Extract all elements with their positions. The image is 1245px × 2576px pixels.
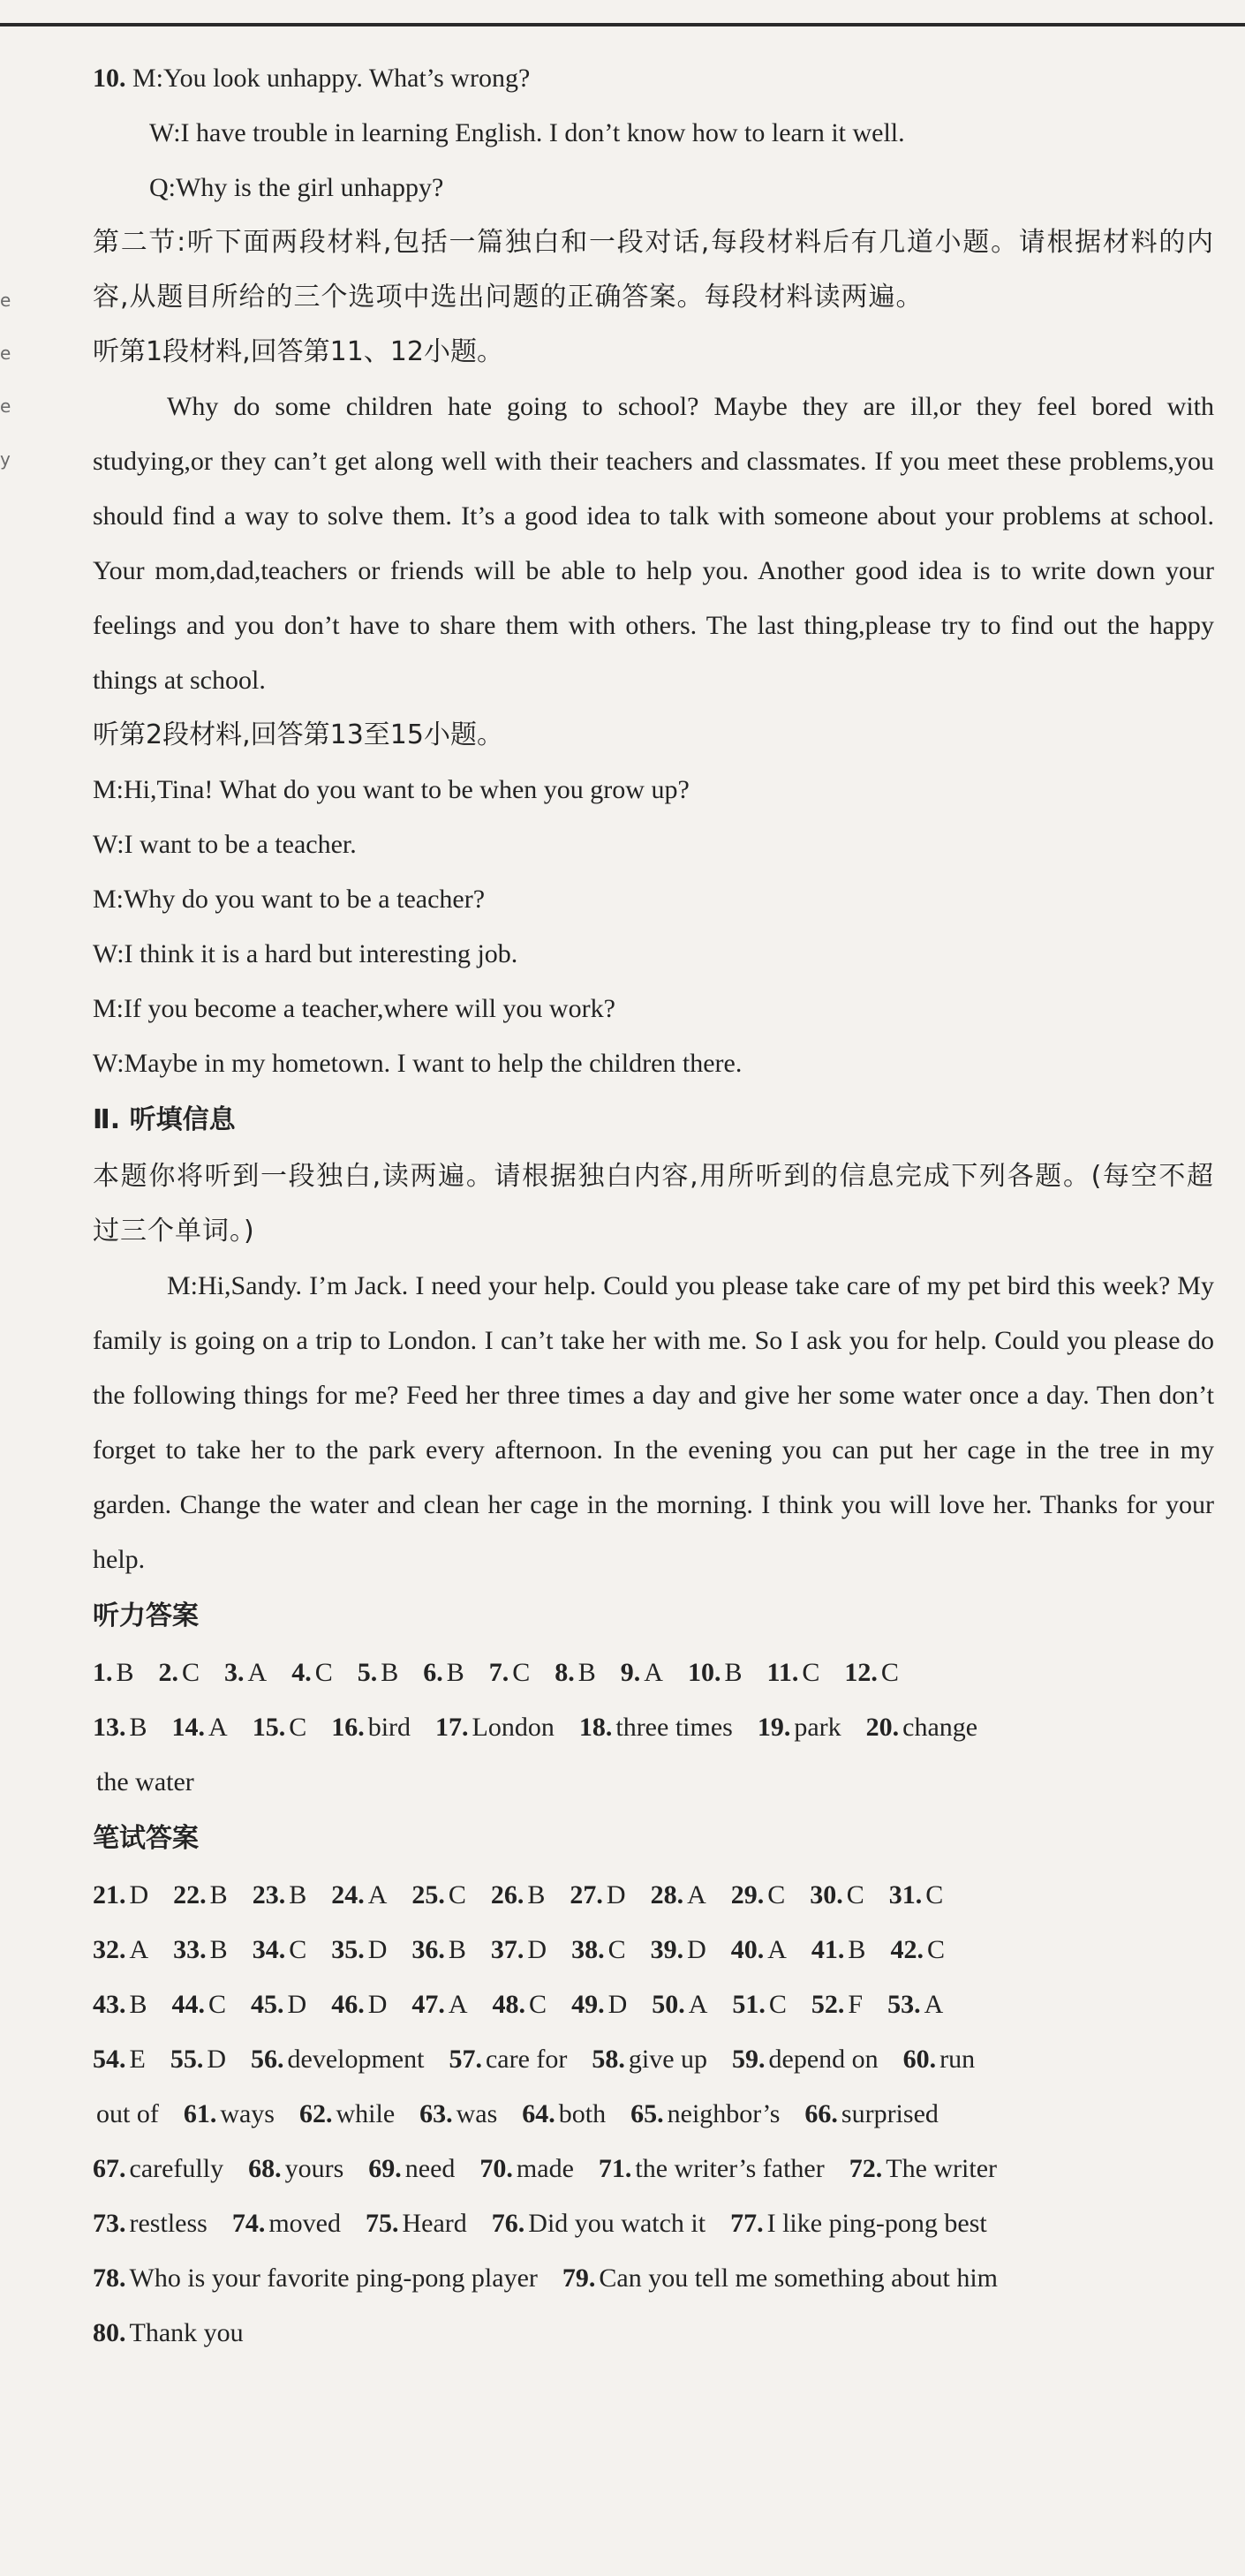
answer-number: 37. bbox=[490, 1935, 524, 1964]
answer-number: 34. bbox=[252, 1935, 286, 1964]
answer-value: A bbox=[687, 1880, 706, 1909]
answer-number: 71. bbox=[598, 2154, 632, 2183]
answer-item bbox=[232, 2196, 341, 2251]
answer-item bbox=[93, 2196, 208, 2251]
answer-item bbox=[93, 1646, 134, 1700]
answer-value: was bbox=[456, 2099, 498, 2128]
answer-value: E bbox=[129, 2045, 146, 2074]
passage1-title: 听第1段材料,回答第11、12小题。 bbox=[93, 336, 503, 367]
answer-number: 15. bbox=[252, 1713, 286, 1742]
answer-value: D bbox=[606, 1880, 626, 1909]
answer-item bbox=[331, 1700, 411, 1755]
answer-number: 69. bbox=[368, 2154, 402, 2183]
answer-number: 78. bbox=[93, 2263, 126, 2293]
answer-number: 59. bbox=[732, 2045, 766, 2074]
answer-number: 30. bbox=[810, 1880, 843, 1909]
answer-value: Thank you bbox=[129, 2318, 244, 2347]
answer-item bbox=[889, 1868, 944, 1923]
answer-value: development bbox=[287, 2045, 425, 2074]
answer-item bbox=[522, 2087, 606, 2142]
answer-number: 26. bbox=[490, 1880, 524, 1909]
answer-row bbox=[93, 1923, 1214, 1977]
answer-number: 61. bbox=[183, 2099, 217, 2128]
answer-number: 74. bbox=[231, 2209, 266, 2238]
answer-number: 70. bbox=[479, 2154, 513, 2183]
answer-value: B bbox=[577, 1658, 596, 1687]
answer-number: 27. bbox=[570, 1880, 603, 1909]
answer-row bbox=[93, 2251, 1214, 2306]
answer-value: D bbox=[527, 1935, 547, 1964]
answer-number: 3. bbox=[224, 1658, 245, 1687]
answer-value: Can you tell me something about him bbox=[599, 2263, 999, 2293]
answer-item bbox=[251, 2032, 424, 2087]
answer-item bbox=[184, 2087, 275, 2142]
answer-number: 40. bbox=[730, 1935, 765, 1964]
answer-number: 32. bbox=[93, 1935, 126, 1964]
answer-value: made bbox=[516, 2154, 574, 2183]
answer-row bbox=[93, 1755, 1214, 1810]
answer-value: C bbox=[802, 1658, 820, 1687]
answer-value: C bbox=[182, 1658, 200, 1687]
answer-item bbox=[435, 1700, 555, 1755]
margin-letter: e bbox=[0, 290, 11, 311]
answer-number: 55. bbox=[170, 2045, 204, 2074]
answer-value: C bbox=[314, 1658, 333, 1687]
answer-number: 25. bbox=[411, 1880, 445, 1909]
answer-item bbox=[730, 2196, 987, 2251]
answer-value: three times bbox=[615, 1713, 733, 1742]
answer-item bbox=[93, 2306, 244, 2361]
answer-item bbox=[766, 1646, 819, 1700]
answer-number: 58. bbox=[592, 2045, 625, 2074]
answer-item bbox=[93, 1868, 148, 1923]
listening-answers bbox=[93, 1646, 1214, 1810]
answer-item bbox=[93, 1923, 148, 1977]
answer-value: D bbox=[129, 1880, 149, 1909]
answer-number: 1. bbox=[93, 1658, 113, 1687]
answer-number: 49. bbox=[571, 1990, 605, 2019]
answer-number: 80. bbox=[93, 2318, 126, 2347]
answer-value: carefully bbox=[129, 2154, 224, 2183]
answer-value: C bbox=[767, 1880, 786, 1909]
monologue-text: M:Hi,Sandy. I’m Jack. I need your help. Could you please take care of my pet bird this week? My family is going on a trip to London. I can’t take her with me. So I ask you for help. Could you please do the following things for me? Feed her three times a day and give her some water once a day. Then don’t forget to take her to the park every afternoon. In the evening you can put her cage in the tree in my garden. Change the water and clean her cage in the morning. I think you will love her. Thanks for your help. bbox=[93, 1271, 1214, 1574]
top-rule bbox=[0, 23, 1245, 26]
answer-number: 13. bbox=[93, 1713, 126, 1742]
answer-number: 43. bbox=[93, 1990, 126, 2019]
answer-item bbox=[849, 2142, 997, 2196]
margin-letter: e bbox=[0, 395, 11, 417]
answer-value: the writer’s father bbox=[635, 2154, 825, 2183]
answer-item bbox=[621, 1646, 663, 1700]
answer-item bbox=[493, 1977, 547, 2032]
answer-item bbox=[173, 1868, 228, 1923]
answer-item bbox=[419, 2087, 497, 2142]
answer-number: 24. bbox=[331, 1880, 365, 1909]
answer-item bbox=[93, 2142, 223, 2196]
answer-item bbox=[449, 2032, 567, 2087]
answer-item bbox=[492, 2196, 706, 2251]
q10-question-line: Q:Why is the girl unhappy? bbox=[149, 173, 444, 202]
answer-item bbox=[562, 2251, 998, 2306]
answer-item bbox=[570, 1868, 625, 1923]
answer-number: 4. bbox=[291, 1658, 312, 1687]
answer-value: yours bbox=[284, 2154, 344, 2183]
answer-number: 39. bbox=[650, 1935, 684, 1964]
answer-item bbox=[331, 1868, 387, 1923]
answer-item bbox=[253, 1923, 307, 1977]
answer-value: C bbox=[925, 1880, 944, 1909]
answer-number: 21. bbox=[93, 1880, 126, 1909]
answer-item bbox=[248, 2142, 343, 2196]
answer-number: 42. bbox=[890, 1935, 924, 1964]
answer-number: 73. bbox=[93, 2209, 126, 2238]
answer-value: A bbox=[767, 1935, 787, 1964]
answer-number: 29. bbox=[730, 1880, 765, 1909]
answer-value: neighbor’s bbox=[667, 2099, 781, 2128]
answer-item bbox=[844, 1646, 899, 1700]
passage1-text: Why do some children hate going to school? Maybe they are ill,or they feel bored with studying,or they can’t get along well with their teachers and classmates. If you meet these problems,you should find a way to solve them. It’s a good idea to talk with someone about your problems at school. Your mom,dad,teachers or friends will be able to help you. Another good idea is to write down your feelings and you don’t have to share them with others. The last thing,please try to find out the happy things at school. bbox=[93, 392, 1214, 695]
answer-number: 2. bbox=[158, 1658, 179, 1687]
answer-item bbox=[810, 1868, 864, 1923]
answer-number: 17. bbox=[435, 1713, 469, 1742]
answer-item bbox=[170, 2032, 226, 2087]
answer-number: 60. bbox=[902, 2045, 937, 2074]
answer-row bbox=[93, 2196, 1214, 2251]
answer-value: Did you watch it bbox=[528, 2209, 706, 2238]
margin-letter: y bbox=[0, 448, 11, 470]
answer-item bbox=[331, 1977, 387, 2032]
answer-value: B bbox=[116, 1658, 134, 1687]
answer-number: 9. bbox=[620, 1658, 641, 1687]
answer-item bbox=[172, 1977, 227, 2032]
answer-value: A bbox=[208, 1713, 228, 1742]
section-ii-intro: 本题你将听到一段独白,读两遍。请根据独白内容,用所听到的信息完成下列各题。(每空不超过三个单词。) bbox=[93, 1161, 1214, 1247]
answer-number: 22. bbox=[173, 1880, 207, 1909]
answer-value: C bbox=[768, 1990, 787, 2019]
answer-value: surprised bbox=[841, 2099, 939, 2128]
answer-item bbox=[887, 1977, 943, 2032]
answer-value: The writer bbox=[886, 2154, 998, 2183]
answer-number: 23. bbox=[252, 1880, 286, 1909]
dialogue-line: M:Hi,Tina! What do you want to be when you grow up? bbox=[93, 775, 690, 804]
answer-item bbox=[159, 1646, 200, 1700]
dialogue-line: W:Maybe in my hometown. I want to help the children there. bbox=[93, 1049, 743, 1078]
answer-value: A bbox=[448, 1990, 468, 2019]
answer-number: 46. bbox=[331, 1990, 365, 2019]
answer-item bbox=[291, 1646, 333, 1700]
answer-value: C bbox=[880, 1658, 899, 1687]
answer-item bbox=[253, 1700, 307, 1755]
dialogue-line: W:I want to be a teacher. bbox=[93, 830, 357, 859]
answer-number: 76. bbox=[491, 2209, 525, 2238]
answer-number: 33. bbox=[173, 1935, 207, 1964]
answer-number: 6. bbox=[423, 1658, 443, 1687]
answer-item bbox=[423, 1646, 464, 1700]
answer-value: B bbox=[448, 1935, 466, 1964]
answer-item bbox=[173, 1923, 228, 1977]
answer-value: both bbox=[558, 2099, 607, 2128]
answer-value: C bbox=[512, 1658, 531, 1687]
answer-number: 66. bbox=[804, 2099, 838, 2128]
answer-item bbox=[411, 1923, 466, 1977]
answer-value: B bbox=[724, 1658, 743, 1687]
answer-item bbox=[599, 2142, 825, 2196]
answer-value: London bbox=[472, 1713, 555, 1742]
answer-value: out of bbox=[96, 2099, 159, 2128]
answer-number: 63. bbox=[419, 2099, 453, 2128]
answer-item bbox=[890, 1923, 945, 1977]
answer-value: C bbox=[289, 1935, 307, 1964]
answer-value: ways bbox=[220, 2099, 275, 2128]
answer-item bbox=[903, 2032, 976, 2087]
answer-value: B bbox=[289, 1880, 307, 1909]
answer-number: 50. bbox=[652, 1990, 685, 2019]
answer-item bbox=[555, 1646, 596, 1700]
answer-row bbox=[93, 2032, 1214, 2087]
answer-value: B bbox=[381, 1658, 399, 1687]
answer-number: 20. bbox=[865, 1713, 900, 1742]
answer-value: D bbox=[207, 2045, 226, 2074]
answer-value: C bbox=[208, 1990, 227, 2019]
answer-item bbox=[731, 1923, 787, 1977]
answer-number: 48. bbox=[492, 1990, 526, 2019]
answer-item bbox=[579, 1700, 733, 1755]
answer-value: I like ping-pong best bbox=[766, 2209, 987, 2238]
answer-number: 68. bbox=[248, 2154, 282, 2183]
answer-item bbox=[866, 1700, 977, 1755]
answer-item bbox=[811, 1977, 863, 2032]
answer-value: D bbox=[607, 1990, 628, 2019]
answer-item bbox=[251, 1977, 306, 2032]
answer-number: 12. bbox=[844, 1658, 878, 1687]
answer-page bbox=[93, 51, 1214, 2361]
answer-number: 18. bbox=[578, 1713, 613, 1742]
answer-item bbox=[571, 1977, 627, 2032]
dialogue-line: W:I think it is a hard but interesting job. bbox=[93, 939, 518, 968]
answer-item bbox=[630, 2087, 780, 2142]
answer-number: 44. bbox=[171, 1990, 206, 2019]
answer-item bbox=[366, 2196, 467, 2251]
answer-number: 8. bbox=[555, 1658, 575, 1687]
answer-number: 47. bbox=[411, 1990, 445, 2019]
speaker-line: M:You look unhappy. What’s wrong? bbox=[132, 64, 531, 93]
answer-value: change bbox=[902, 1713, 978, 1742]
answer-value: B bbox=[129, 1713, 147, 1742]
answer-value: D bbox=[687, 1935, 706, 1964]
answer-value: B bbox=[129, 1990, 147, 2019]
answer-item bbox=[688, 1646, 743, 1700]
answer-number: 11. bbox=[766, 1658, 799, 1687]
answer-row bbox=[93, 1868, 1214, 1923]
answer-value: C bbox=[846, 1880, 864, 1909]
answer-value: bird bbox=[367, 1713, 411, 1742]
answer-value: C bbox=[448, 1880, 466, 1909]
answer-row bbox=[93, 2306, 1214, 2361]
answer-item bbox=[93, 2087, 159, 2142]
answer-item bbox=[479, 2142, 573, 2196]
section-ii-title: Ⅱ. 听填信息 bbox=[93, 1104, 236, 1135]
answer-item bbox=[358, 1646, 399, 1700]
answer-value: B bbox=[446, 1658, 464, 1687]
written-answers bbox=[93, 1868, 1214, 2361]
answer-value: A bbox=[924, 1990, 944, 2019]
answer-value: Heard bbox=[402, 2209, 467, 2238]
answer-value: A bbox=[129, 1935, 149, 1964]
answer-row bbox=[93, 1700, 1214, 1755]
answer-number: 31. bbox=[888, 1880, 923, 1909]
answer-number: 57. bbox=[449, 2045, 482, 2074]
answer-value: B bbox=[527, 1880, 546, 1909]
answer-number: 7. bbox=[488, 1658, 509, 1687]
answer-item bbox=[411, 1868, 466, 1923]
answer-number: 5. bbox=[357, 1658, 378, 1687]
answer-item bbox=[253, 1868, 307, 1923]
answer-item bbox=[652, 1977, 707, 2032]
answer-value: B bbox=[209, 1880, 228, 1909]
answer-item bbox=[592, 2032, 707, 2087]
answer-item bbox=[571, 1923, 626, 1977]
answer-value: B bbox=[848, 1935, 866, 1964]
answer-item bbox=[811, 1923, 866, 1977]
passage2-title: 听第2段材料,回答第13至15小题。 bbox=[93, 719, 503, 750]
listening-answers-title: 听力答案 bbox=[93, 1601, 199, 1631]
answer-number: 79. bbox=[562, 2263, 596, 2293]
answer-number: 28. bbox=[650, 1880, 684, 1909]
answer-item bbox=[93, 1700, 147, 1755]
answer-item bbox=[368, 2142, 455, 2196]
answer-value: A bbox=[688, 1990, 708, 2019]
answer-number: 10. bbox=[687, 1658, 721, 1687]
answer-item bbox=[299, 2087, 395, 2142]
answer-row bbox=[93, 2087, 1214, 2142]
answer-number: 51. bbox=[732, 1990, 766, 2019]
answer-item bbox=[732, 1977, 787, 2032]
answer-number: 14. bbox=[171, 1713, 206, 1742]
answer-number: 77. bbox=[730, 2209, 764, 2238]
answer-item bbox=[489, 1646, 531, 1700]
answer-item bbox=[491, 1923, 547, 1977]
answer-row bbox=[93, 2142, 1214, 2196]
written-answers-title: 笔试答案 bbox=[93, 1823, 199, 1854]
answer-value: A bbox=[247, 1658, 268, 1687]
answer-number: 41. bbox=[811, 1935, 845, 1964]
answer-number: 45. bbox=[251, 1990, 284, 2019]
answer-number: 19. bbox=[757, 1713, 791, 1742]
answer-value: run bbox=[939, 2045, 976, 2074]
question-number: 10. bbox=[93, 64, 126, 93]
answer-number: 67. bbox=[93, 2154, 126, 2183]
answer-value: moved bbox=[268, 2209, 341, 2238]
answer-value: C bbox=[529, 1990, 547, 2019]
q10-woman-line: W:I have trouble in learning English. I don’t know how to learn it well. bbox=[149, 118, 905, 147]
answer-number: 72. bbox=[849, 2154, 883, 2183]
answer-number: 65. bbox=[630, 2099, 664, 2128]
answer-item bbox=[491, 1868, 546, 1923]
answer-value: the water bbox=[96, 1767, 194, 1796]
answer-value: A bbox=[644, 1658, 663, 1687]
answer-item bbox=[411, 1977, 467, 2032]
answer-value: D bbox=[287, 1990, 307, 2019]
answer-value: F bbox=[848, 1990, 864, 2019]
answer-value: park bbox=[794, 1713, 841, 1742]
answer-item bbox=[93, 2251, 538, 2306]
answer-row bbox=[93, 1646, 1214, 1700]
answer-item bbox=[172, 1700, 228, 1755]
answer-value: need bbox=[404, 2154, 456, 2183]
answer-value: A bbox=[367, 1880, 388, 1909]
answer-number: 62. bbox=[298, 2099, 333, 2128]
q10-man-line bbox=[93, 51, 1214, 106]
answer-item bbox=[93, 1755, 194, 1810]
answer-value: Who is your favorite ping-pong player bbox=[129, 2263, 538, 2293]
answer-number: 64. bbox=[522, 2099, 555, 2128]
answer-value: restless bbox=[129, 2209, 208, 2238]
answer-number: 54. bbox=[93, 2045, 126, 2074]
answer-number: 16. bbox=[331, 1713, 365, 1742]
answer-value: depend on bbox=[768, 2045, 879, 2074]
answer-value: care for bbox=[485, 2045, 568, 2074]
margin-marks bbox=[0, 274, 12, 486]
answer-item bbox=[93, 2032, 146, 2087]
answer-item bbox=[731, 1868, 786, 1923]
answer-item bbox=[651, 1868, 706, 1923]
answer-value: D bbox=[367, 1935, 388, 1964]
answer-value: C bbox=[289, 1713, 307, 1742]
answer-number: 38. bbox=[571, 1935, 605, 1964]
answer-number: 52. bbox=[811, 1990, 845, 2019]
answer-item bbox=[758, 1700, 841, 1755]
answer-item bbox=[804, 2087, 938, 2142]
answer-row bbox=[93, 1977, 1214, 2032]
answer-item bbox=[651, 1923, 706, 1977]
answer-number: 36. bbox=[411, 1935, 445, 1964]
answer-value: while bbox=[336, 2099, 396, 2128]
dialogue-line: M:If you become a teacher,where will you work? bbox=[93, 994, 615, 1023]
answer-value: C bbox=[607, 1935, 626, 1964]
answer-item bbox=[93, 1977, 147, 2032]
answer-number: 56. bbox=[251, 2045, 284, 2074]
answer-value: C bbox=[926, 1935, 945, 1964]
answer-item bbox=[732, 2032, 879, 2087]
section2-intro: 第二节:听下面两段材料,包括一篇独白和一段对话,每段材料后有几道小题。请根据材料的内容,从题目所给的三个选项中选出问题的正确答案。每段材料读两遍。 bbox=[93, 227, 1214, 313]
answer-number: 35. bbox=[331, 1935, 365, 1964]
answer-value: B bbox=[209, 1935, 228, 1964]
answer-item bbox=[224, 1646, 267, 1700]
answer-value: D bbox=[367, 1990, 388, 2019]
answer-number: 53. bbox=[887, 1990, 921, 2019]
margin-letter: e bbox=[0, 343, 11, 364]
answer-value: give up bbox=[628, 2045, 708, 2074]
answer-item bbox=[331, 1923, 387, 1977]
answer-number: 75. bbox=[365, 2209, 399, 2238]
dialogue-line: M:Why do you want to be a teacher? bbox=[93, 885, 486, 914]
